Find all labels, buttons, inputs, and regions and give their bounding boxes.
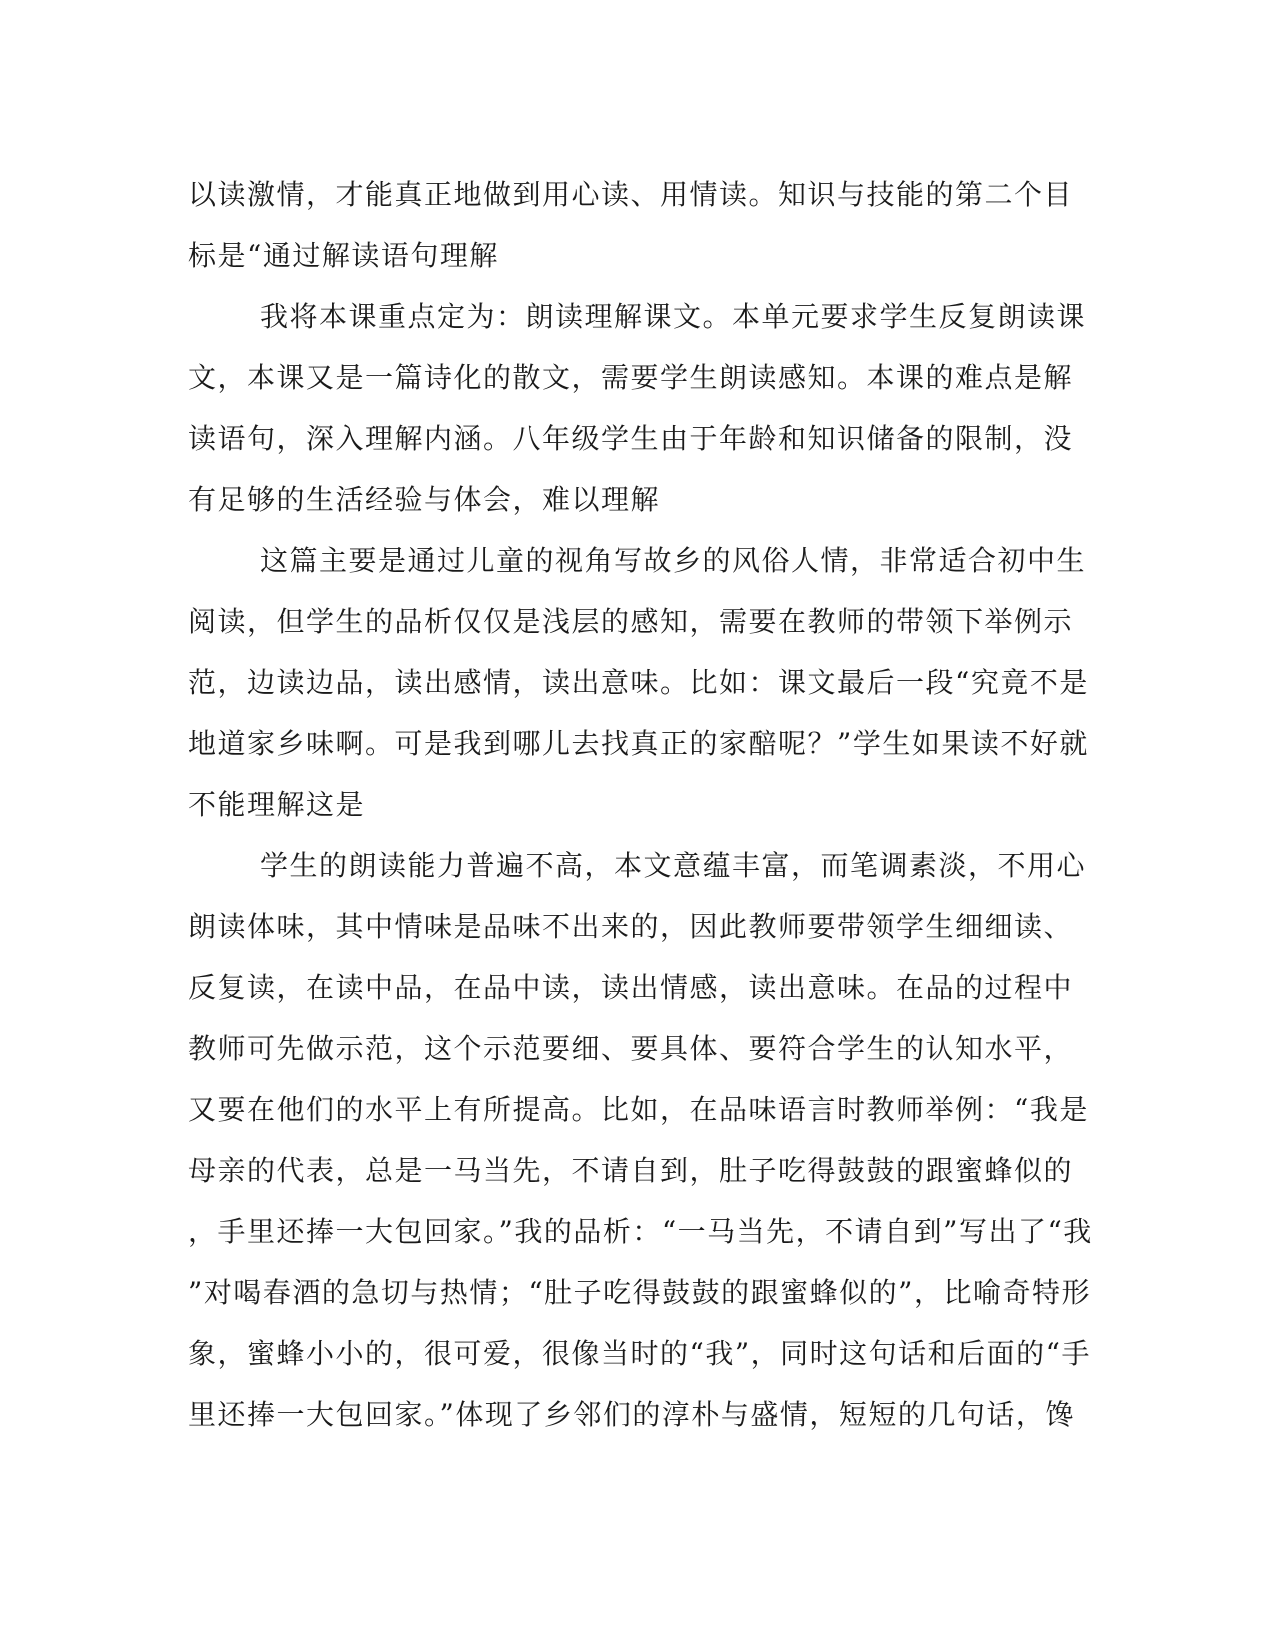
paragraph-3-line-1: 这篇主要是通过儿童的视角写故乡的风俗人情，非常适合初中生: [260, 544, 1087, 577]
paragraph-4-line-10: 里还捧一大包回家。”体现了乡邻们的淳朴与盛情，短短的几句话，馋: [188, 1398, 1075, 1431]
paragraph-4-line-1: 学生的朗读能力普遍不高，本文意蕴丰富，而笔调素淡，不用心: [260, 849, 1087, 882]
paragraph-4-line-7: ，手里还捧一大包回家。”我的品析：“一马当先，不请自到”写出了“我: [188, 1215, 1093, 1248]
paragraph-4-line-6: 母亲的代表，总是一马当先，不请自到，肚子吃得鼓鼓的跟蜜蜂似的: [188, 1154, 1074, 1187]
paragraph-3-line-3: 范，边读边品，读出感情，读出意味。比如：课文最后一段“究竟不是: [188, 666, 1089, 699]
paragraph-4-line-8: ”对喝春酒的急切与热情；“肚子吃得鼓鼓的跟蜜蜂似的”，比喻奇特形: [188, 1276, 1091, 1309]
paragraph-4-line-3: 反复读，在读中品，在品中读，读出情感，读出意味。在品的过程中: [188, 971, 1074, 1004]
paragraph-1-line-1: 以读激情，才能真正地做到用心读、用情读。知识与技能的第二个目: [188, 178, 1074, 211]
paragraph-4-line-5: 又要在他们的水平上有所提高。比如，在品味语言时教师举例：“我是: [188, 1093, 1089, 1126]
paragraph-2-line-3: 读语句，深入理解内涵。八年级学生由于年龄和知识储备的限制，没: [188, 422, 1074, 455]
paragraph-3-line-5: 不能理解这是: [188, 788, 366, 821]
paragraph-2-line-1: 我将本课重点定为：朗读理解课文。本单元要求学生反复朗读课: [260, 300, 1087, 333]
paragraph-1-line-2: 标是“通过解读语句理解: [188, 239, 499, 272]
paragraph-3-line-2: 阅读，但学生的品析仅仅是浅层的感知，需要在教师的带领下举例示: [188, 605, 1074, 638]
paragraph-4-line-4: 教师可先做示范，这个示范要细、要具体、要符合学生的认知水平，: [188, 1032, 1074, 1065]
paragraph-4-line-9: 象，蜜蜂小小的，很可爱，很像当时的“我”，同时这句话和后面的“手: [188, 1337, 1091, 1370]
paragraph-4-line-2: 朗读体味，其中情味是品味不出来的，因此教师要带领学生细细读、: [188, 910, 1074, 943]
paragraph-2-line-2: 文，本课又是一篇诗化的散文，需要学生朗读感知。本课的难点是解: [188, 361, 1074, 394]
paragraph-3-line-4: 地道家乡味啊。可是我到哪儿去找真正的家醅呢？”学生如果读不好就: [188, 727, 1089, 760]
body-text: [188, 164, 1093, 1445]
paragraph-2-line-4: 有足够的生活经验与体会，难以理解: [188, 483, 661, 516]
